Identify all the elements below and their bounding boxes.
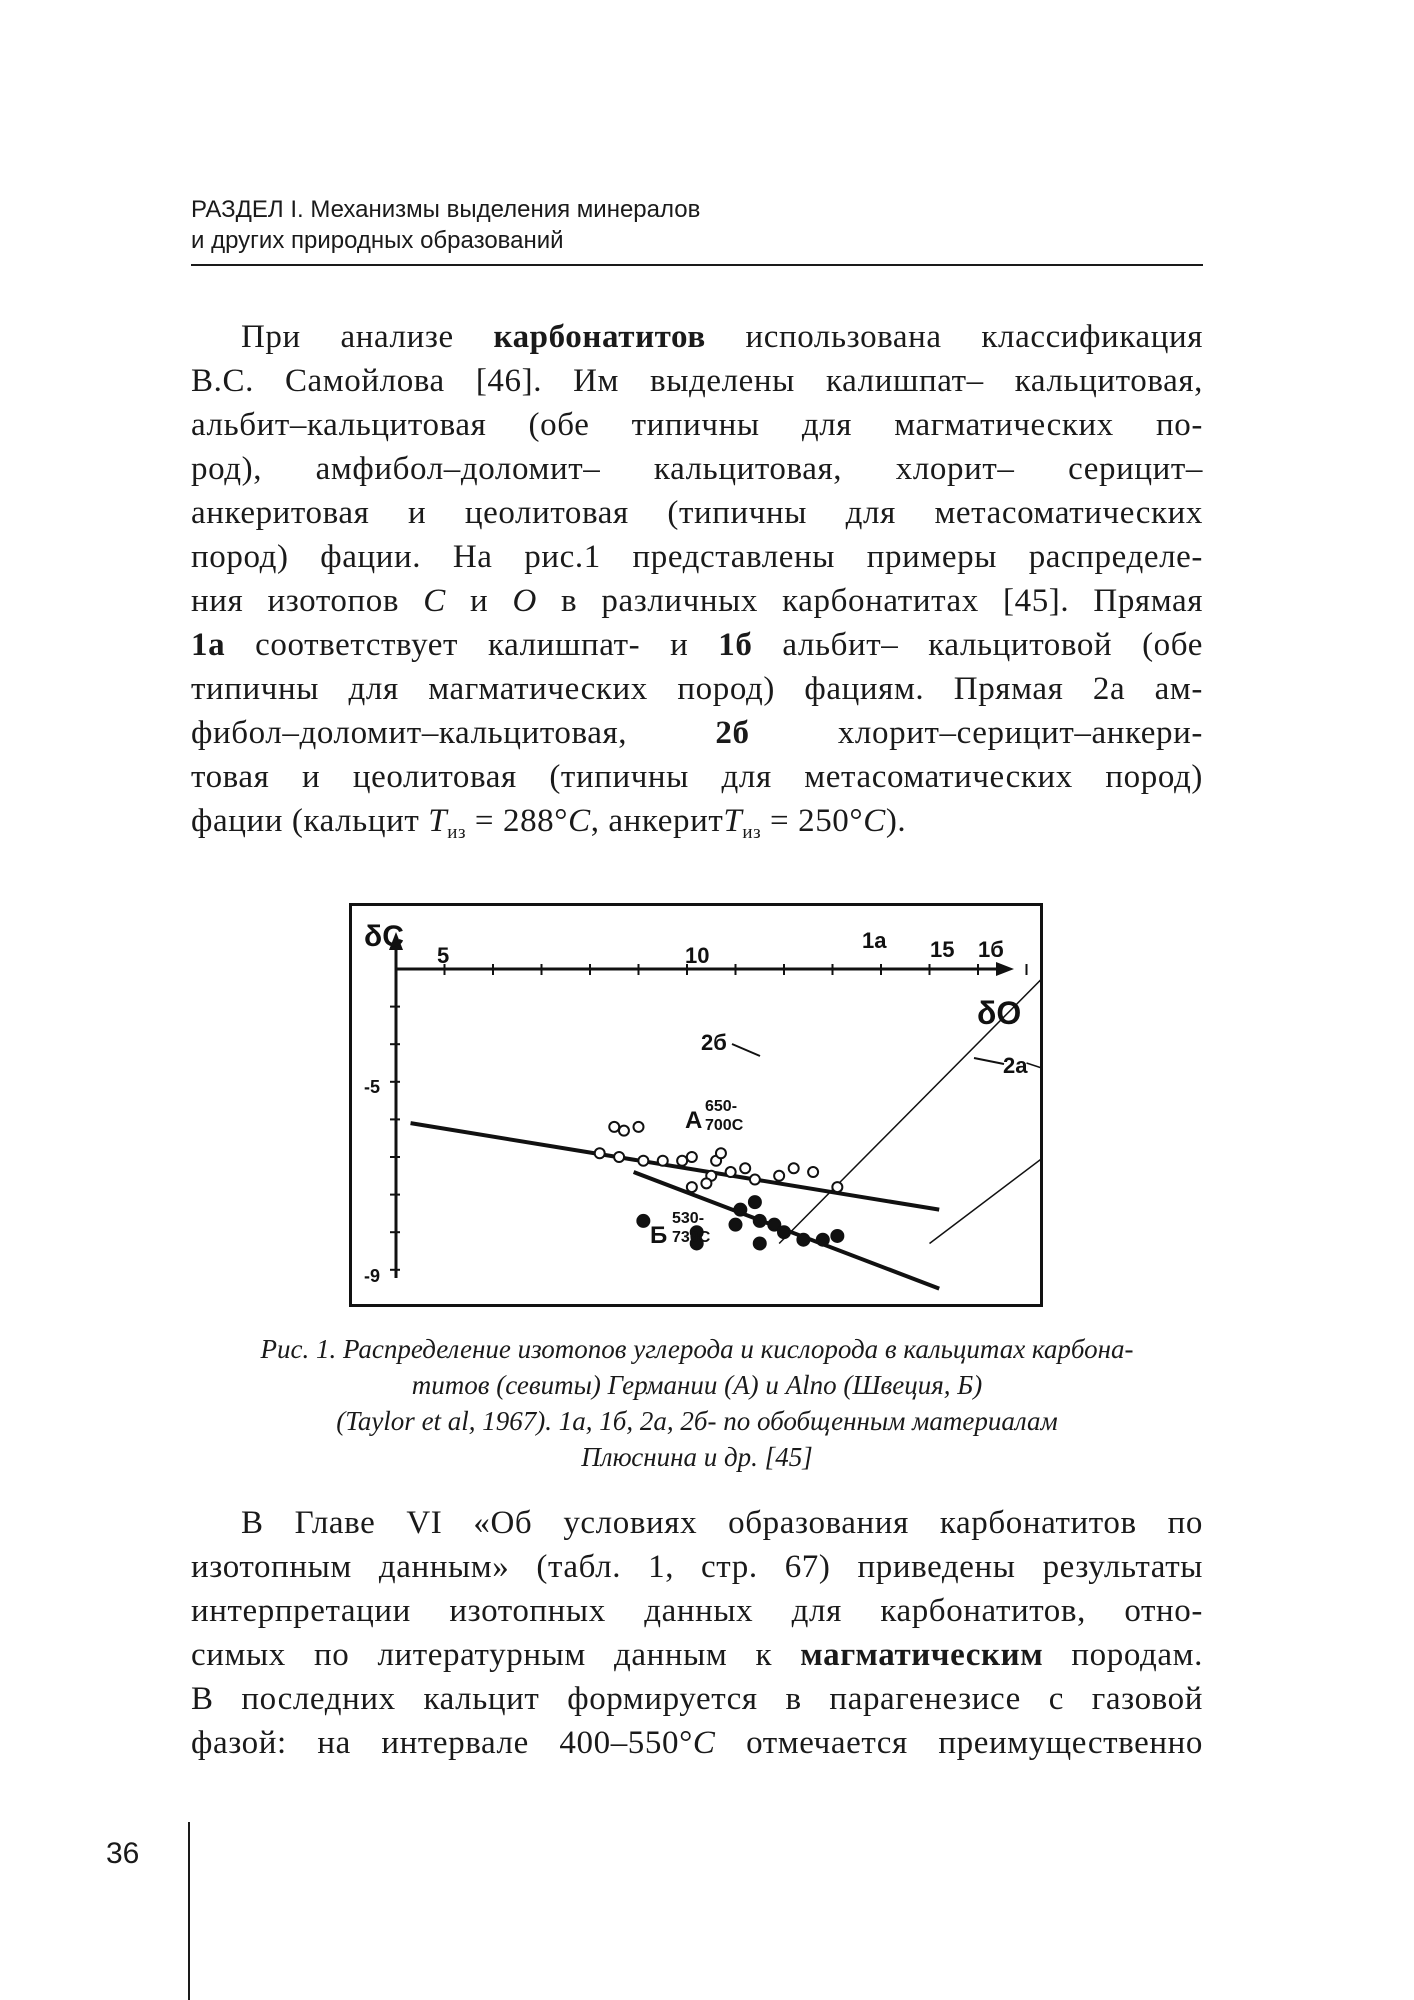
caption-line: Плюснина и др. [45]	[581, 1442, 813, 1472]
text-span: ).	[885, 803, 907, 839]
line-label-1b: 1б	[978, 937, 1004, 962]
data-point-a	[750, 1175, 760, 1185]
x-tick-label: 10	[685, 943, 710, 968]
paragraph-1-line: В.С. Самойлова [46]. Им выделены калишпат– кальцитовая,	[191, 363, 1203, 399]
paragraph-1-line	[191, 623, 1203, 667]
paragraph-1-line: типичны для магматических пород) фациям. Прямая 2а ам-	[191, 671, 1203, 707]
text-span: , анкерит	[590, 803, 724, 839]
group-b-temp-2: 730С	[672, 1229, 711, 1246]
data-point-a	[716, 1148, 726, 1158]
symbol-t: Т	[723, 803, 743, 839]
data-point-b	[754, 1215, 766, 1227]
group-a-label: А	[685, 1107, 703, 1134]
data-point-a	[789, 1163, 799, 1173]
paragraph-2-line: интерпретации изотопных данных для карбонатитов, отно-	[191, 1593, 1203, 1629]
paragraph-2-line: В последних кальцит формируется в парагенезисе с газовой	[191, 1681, 1203, 1717]
subscript: из	[742, 822, 762, 843]
data-point-a	[609, 1122, 619, 1132]
symbol-c: С	[423, 583, 446, 619]
group-a-temp-2: 700С	[705, 1117, 744, 1134]
data-point-a	[634, 1122, 644, 1132]
text-span: использована классификация	[705, 319, 1203, 355]
line-2б	[1027, 1063, 1041, 1138]
paragraph-1-line	[191, 579, 1203, 623]
caption-line: титов (севиты) Германии (А) и Alno (Швеция, Б)	[411, 1370, 983, 1400]
data-point-a	[687, 1152, 697, 1162]
paragraph-1-line: альбит–кальцитовая (обе типичны для магматических по-	[191, 407, 1203, 443]
paragraph-1-line: товая и цеолитовая (типичны для метасоматических пород)	[191, 759, 1203, 795]
running-head	[191, 194, 1201, 256]
symbol-o: О	[512, 583, 537, 619]
data-point-a	[832, 1182, 842, 1192]
data-point-b	[637, 1215, 649, 1227]
text-span: отмечается преимущественно	[715, 1725, 1203, 1761]
figure-1	[349, 903, 1043, 1307]
y-tick-label: -9	[364, 1266, 381, 1286]
text-span: симых по литературным данным к	[191, 1637, 801, 1673]
paragraph-2-line: изотопным данным» (табл. 1, стр. 67) приведены результаты	[191, 1549, 1203, 1585]
isotope-chart	[352, 906, 1040, 1304]
text-span: хлорит–серицит–анкери-	[749, 715, 1203, 751]
subscript: из	[447, 822, 467, 843]
group-b-label: Б	[650, 1222, 668, 1249]
page-number: 36	[106, 1837, 140, 1870]
paragraph-1-line: анкеритовая и цеолитовая (типичны для метасоматических	[191, 495, 1203, 531]
line-label-2b: 2б	[701, 1030, 727, 1055]
paragraph-2-line	[191, 1633, 1203, 1677]
group-b-temp-1: 530-	[672, 1210, 705, 1227]
data-point-b	[797, 1234, 809, 1246]
symbol-t: Т	[428, 803, 448, 839]
data-point-a	[687, 1182, 697, 1192]
text-span: фации (кальцит	[191, 803, 429, 839]
data-point-a	[740, 1163, 750, 1173]
paragraph-2-line: В Главе VI «Об условиях образования карбонатитов по	[241, 1505, 1203, 1541]
text-span: альбит– кальцитовой (обе	[752, 627, 1203, 663]
data-point-b	[734, 1204, 746, 1216]
x-tick-label: 15	[930, 937, 955, 962]
term-carbonatites: карбонатитов	[493, 319, 706, 355]
text-span: = 250°	[761, 803, 864, 839]
text-span: фазой: на интервале 400–550°	[191, 1725, 693, 1761]
data-point-a	[701, 1178, 711, 1188]
paragraph-1-line: род), амфибол–доломит– кальцитовая, хлорит– серицит–	[191, 451, 1203, 487]
data-point-a	[726, 1167, 736, 1177]
text-span: ния изотопов	[191, 583, 424, 619]
margin-rule	[188, 1822, 190, 2000]
text-span: = 288°	[466, 803, 569, 839]
symbol-c: С	[692, 1725, 716, 1761]
line-а-trend	[411, 1123, 940, 1209]
line-label-1a: 1а	[862, 928, 887, 953]
data-point-a	[638, 1156, 648, 1166]
data-point-a	[614, 1152, 624, 1162]
text-span: соответствует калишпат- и	[225, 627, 719, 663]
text-span: породам.	[1043, 1637, 1203, 1673]
paragraph-2-line	[191, 1721, 1203, 1765]
text-span: фибол–доломит–кальцитовая,	[191, 715, 716, 751]
caption-line: (Taylor et al, 1967). 1а, 1б, 2а, 2б- по обобщенным материалам	[336, 1406, 1058, 1436]
running-head-line-2: и других природных образований	[191, 227, 564, 254]
text-span: в различных карбонатитах [45]. Прямая	[536, 583, 1203, 619]
x-tick-label: 5	[437, 943, 450, 968]
text-span: При анализе	[241, 319, 494, 355]
paragraph-1-line	[191, 711, 1203, 755]
paragraph-1-line	[191, 799, 1203, 843]
paragraph-1	[191, 315, 1203, 843]
data-point-a	[595, 1148, 605, 1158]
data-point-a	[658, 1156, 668, 1166]
paragraph-2	[191, 1501, 1203, 1765]
data-point-a	[774, 1171, 784, 1181]
data-point-a	[808, 1167, 818, 1177]
label-leader-2b	[732, 1044, 760, 1056]
symbol-c: С	[863, 803, 886, 839]
y-axis-label: δC	[364, 920, 404, 953]
y-tick-label: -5	[364, 1077, 381, 1097]
figure-caption	[191, 1331, 1203, 1475]
data-point-b	[754, 1237, 766, 1249]
line-label-1a: 1а	[191, 627, 226, 663]
data-point-b	[817, 1234, 829, 1246]
running-head-line-1: РАЗДЕЛ I. Механизмы выделения минералов	[191, 196, 701, 223]
data-point-b	[730, 1219, 742, 1231]
line-label-1b: 1б	[718, 627, 753, 663]
chart-points	[595, 1122, 844, 1250]
label-leader-2a	[974, 1058, 1004, 1064]
header-divider	[191, 264, 1203, 266]
x-axis-label: δO	[977, 995, 1022, 1031]
line-label-2b: 2б	[715, 715, 750, 751]
term-magmatic: магматическим	[800, 1637, 1044, 1673]
data-point-a	[677, 1156, 687, 1166]
data-point-b	[749, 1196, 761, 1208]
data-point-b	[778, 1226, 790, 1238]
paragraph-1-line	[191, 315, 1203, 359]
x-axis-arrow	[996, 962, 1014, 976]
paragraph-1-line: пород) фации. На рис.1 представлены примеры распределе-	[191, 539, 1203, 575]
symbol-c: С	[568, 803, 591, 839]
caption-line: Рис. 1. Распределение изотопов углерода и кислорода в кальцитах карбона-	[260, 1334, 1134, 1364]
group-a-temp-1: 650-	[705, 1098, 738, 1115]
line-label-2a: 2а	[1003, 1053, 1028, 1078]
text-span: и	[445, 583, 513, 619]
data-point-b	[831, 1230, 843, 1242]
data-point-a	[619, 1126, 629, 1136]
